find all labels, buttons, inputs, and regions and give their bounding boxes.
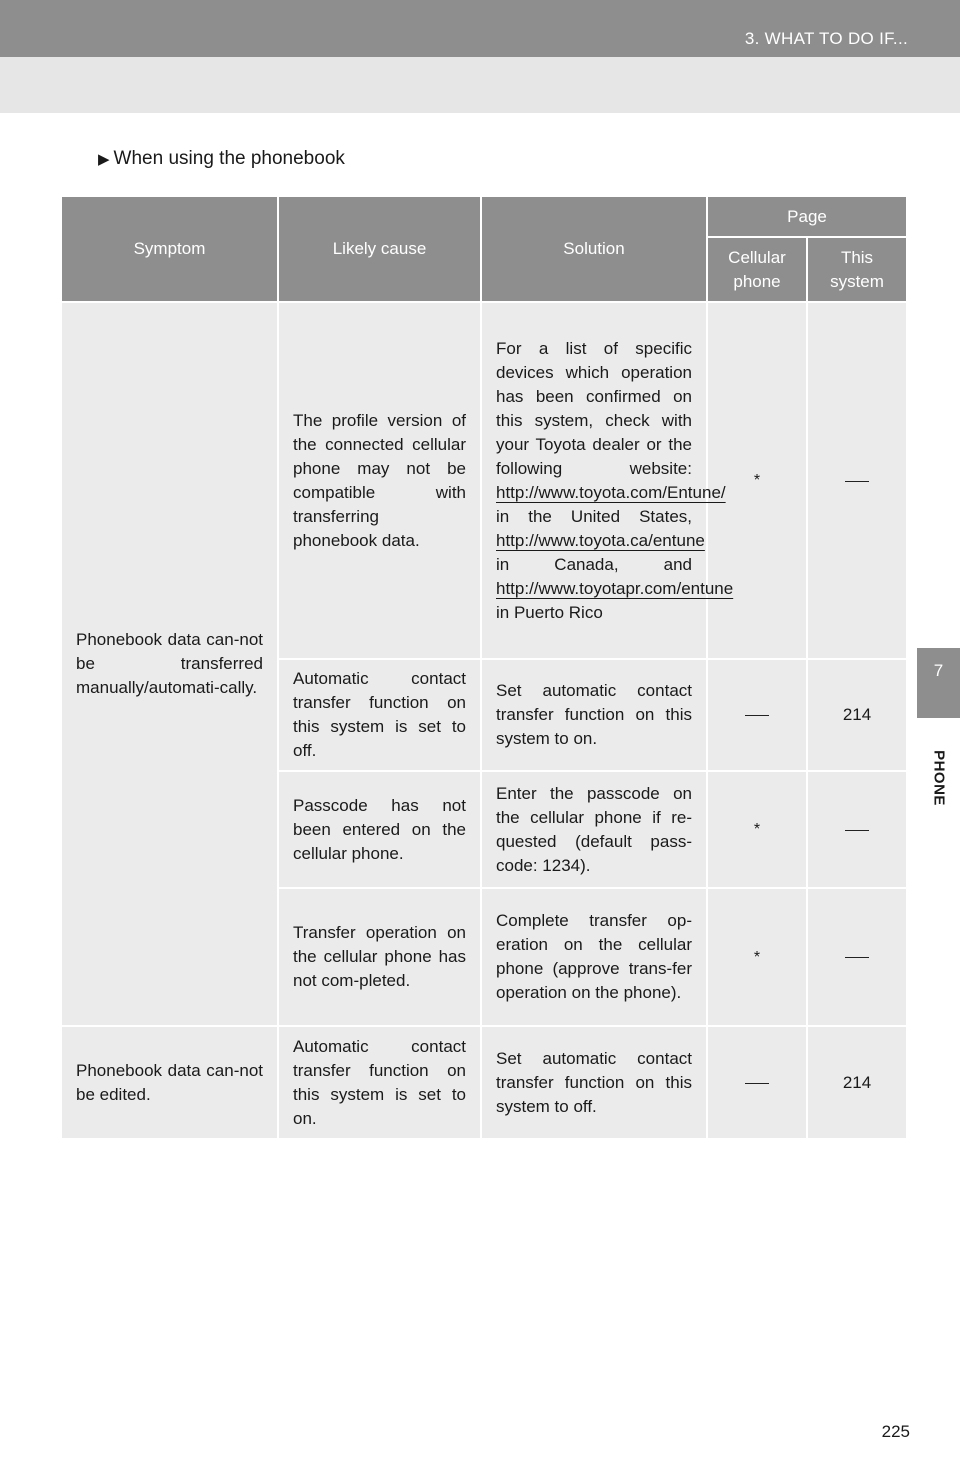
chapter-tab-number: 7 bbox=[917, 648, 960, 718]
system-page-cell: 214 bbox=[807, 1026, 907, 1139]
dash-mark bbox=[745, 1083, 769, 1084]
solution-cell: Enter the passcode on the cellular phone if re-quested (default pass-code: 1234). bbox=[481, 771, 707, 888]
cause-cell: Passcode has not been entered on the cellular phone. bbox=[278, 771, 481, 888]
solution-cell: Set automatic contact transfer function on this system to on. bbox=[481, 659, 707, 771]
solution-text: For a list of specific devices which operation has been confirmed on this system, check with your Toyota dealer or the following website: bbox=[496, 338, 692, 478]
toyota-pr-link[interactable]: http://www.toyotapr.com/entune bbox=[496, 578, 734, 598]
chapter-title: 3. WHAT TO DO IF... bbox=[744, 29, 908, 48]
dash-mark bbox=[745, 715, 769, 716]
asterisk-mark: * bbox=[753, 821, 761, 838]
cellular-page-cell bbox=[707, 771, 807, 888]
header-band bbox=[0, 57, 960, 113]
dash-mark bbox=[845, 481, 869, 482]
solution-text-ca: in Canada, and bbox=[496, 554, 692, 574]
header-cellular-phone: Cellular phone bbox=[707, 237, 807, 302]
header-bar bbox=[0, 0, 960, 57]
header-page: Page bbox=[707, 196, 907, 237]
triangle-arrow-icon: ▶ bbox=[98, 151, 110, 168]
cause-cell: Transfer operation on the cellular phone has not com-pleted. bbox=[278, 888, 481, 1026]
table-row bbox=[61, 1026, 907, 1139]
section-heading-text: When using the phonebook bbox=[113, 148, 345, 169]
solution-cell: Set automatic contact transfer function on this system to off. bbox=[481, 1026, 707, 1139]
solution-text-us: in the United States, bbox=[496, 506, 692, 526]
system-page-cell bbox=[807, 302, 907, 659]
troubleshooting-table bbox=[60, 195, 908, 1140]
asterisk-mark: * bbox=[753, 472, 761, 489]
header-this-system: This system bbox=[807, 237, 907, 302]
dash-mark bbox=[845, 957, 869, 958]
header-likely-cause: Likely cause bbox=[278, 196, 481, 302]
solution-text-pr: in Puerto Rico bbox=[496, 602, 603, 622]
toyota-ca-link[interactable]: http://www.toyota.ca/entune bbox=[496, 530, 705, 550]
section-heading bbox=[98, 148, 345, 170]
system-page-cell bbox=[807, 771, 907, 888]
chapter-tab-label-text: PHONE bbox=[930, 750, 947, 806]
solution-cell: Complete transfer op-eration on the cellular phone (approve trans-fer operation on the phone). bbox=[481, 888, 707, 1026]
cellular-page-cell bbox=[707, 659, 807, 771]
system-page-cell: 214 bbox=[807, 659, 907, 771]
page-number: 225 bbox=[881, 1422, 910, 1441]
header-solution: Solution bbox=[481, 196, 707, 302]
asterisk-mark: * bbox=[753, 948, 761, 966]
symptom-cell: Phonebook data can-not be edited. bbox=[61, 1026, 278, 1139]
solution-cell bbox=[481, 302, 734, 659]
cause-cell: Automatic contact transfer function on this system is set to off. bbox=[278, 659, 481, 771]
toyota-us-link[interactable]: http://www.toyota.com/Entune/ bbox=[496, 482, 726, 502]
cellular-page-cell bbox=[707, 888, 807, 1026]
symptom-cell: Phonebook data can-not be transferred manually/automati-cally. bbox=[61, 302, 278, 1026]
table-row bbox=[61, 302, 907, 659]
cellular-page-cell bbox=[707, 1026, 807, 1139]
cause-cell: The profile version of the connected cellular phone may not be compatible with transferring phonebook data. bbox=[278, 302, 481, 659]
cause-cell: Automatic contact transfer function on this system is set to on. bbox=[278, 1026, 481, 1139]
chapter-tab-label bbox=[917, 718, 960, 838]
dash-mark bbox=[845, 830, 869, 831]
system-page-cell bbox=[807, 888, 907, 1026]
header-symptom: Symptom bbox=[61, 196, 278, 302]
